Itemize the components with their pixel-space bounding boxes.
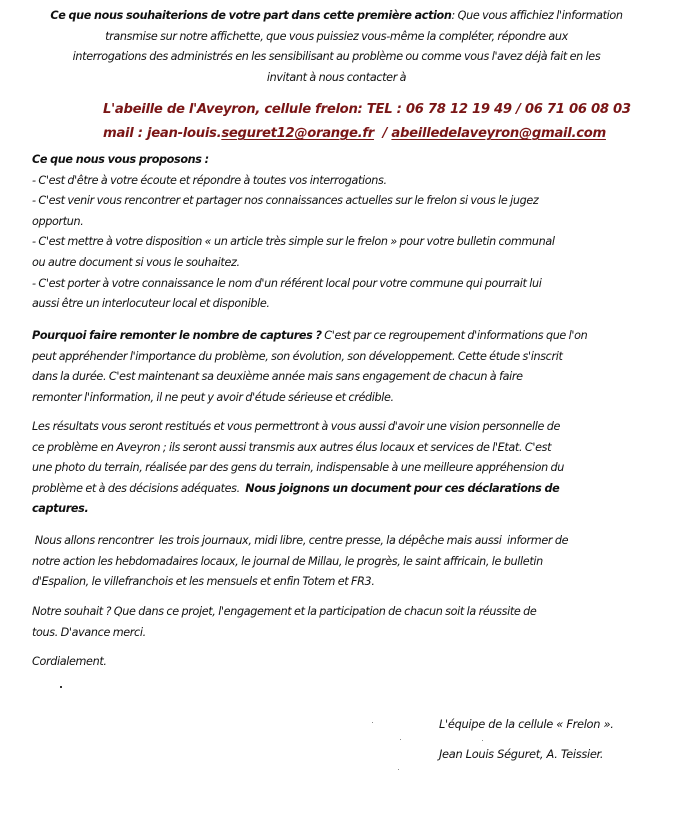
- why-line: remonter l'information, il ne peut y avoir d'étude sérieuse et crédible.: [32, 390, 394, 404]
- why-heading: Pourquoi faire remonter le nombre de captures ?: [32, 329, 322, 342]
- proposal-line: ou autre document si vous le souhaitez.: [32, 255, 240, 269]
- scan-speck: [372, 722, 373, 723]
- why-line: dans la durée. C'est maintenant sa deuxième année mais sans engagement de chacun à faire: [32, 370, 523, 384]
- intro-line: interrogations des administrés en les sensibilisant au problème ou comme vous l'avez déjà fait en les: [72, 50, 601, 64]
- contact-phone-line: L'abeille de l'Aveyron, cellule frelon: TEL : 06 78 12 19 49 / 06 71 06 08 03: [103, 102, 631, 117]
- press-line: Nous allons rencontrer les trois journaux, midi libre, centre presse, la dépêche mais aussi informer de: [32, 534, 569, 547]
- proposal-line: aussi être un interlocuteur local et disponible.: [32, 297, 270, 311]
- intro-line: transmise sur notre affichette, que vous puissiez vous-même la compléter, répondre aux: [105, 29, 568, 43]
- press-section: [32, 531, 568, 593]
- intro-line: Ce que nous souhaiterions de votre part dans cette première action: Que vous affichiez l'information: [50, 9, 623, 22]
- results-line: problème et à des décisions adéquates. Nous joignons un document pour ces déclarations de: [32, 481, 560, 495]
- contact-mail-line: [103, 122, 631, 146]
- closing: Cordialement.: [32, 655, 107, 668]
- proposal-line: - C'est porter à votre connaissance le nom d'un référent local pour votre commune qui pourrait lui: [32, 276, 542, 290]
- email-link-orange[interactable]: seguret12@orange.fr: [221, 126, 375, 141]
- email-separator: /: [374, 126, 392, 141]
- signature-names: Jean Louis Séguret, A. Teissier.: [439, 747, 604, 761]
- results-line: une photo du terrain, réalisée par des gens du terrain, indispensable à une meilleure appréhension du: [32, 461, 565, 475]
- results-line: ce problème en Aveyron ; ils seront aussi transmis aux autres élus locaux et services de l'Etat. C'est: [32, 440, 552, 454]
- proposal-line: - C'est mettre à votre disposition « un article très simple sur le frelon » pour votre bulletin communal: [32, 235, 555, 249]
- results-line: captures.: [32, 502, 89, 516]
- mail-label: mail : jean-louis.: [103, 126, 222, 141]
- email-link-gmail[interactable]: abeilledelaveyron@gmail.com: [391, 126, 606, 141]
- stray-dot: [60, 686, 62, 688]
- why-first-line: Pourquoi faire remonter le nombre de captures ? C'est par ce regroupement d'informations que l'on: [32, 329, 588, 342]
- attached-document-note: Nous joignons un document pour ces déclarations de: [245, 481, 560, 495]
- proposal-line: opportun.: [32, 214, 84, 228]
- proposal-line: - C'est d'être à votre écoute et répondre à toutes vos interrogations.: [32, 173, 387, 187]
- wish-section: [32, 602, 536, 643]
- intro-paragraph: [0, 6, 673, 88]
- proposals-section: [32, 150, 555, 315]
- scan-speck: [400, 739, 401, 740]
- proposal-line: - C'est venir vous rencontrer et partager nos connaissances actuelles sur le frelon si vous le jugez: [32, 194, 539, 208]
- signature-team: L'équipe de la cellule « Frelon ».: [439, 717, 614, 731]
- why-section: [32, 326, 587, 408]
- wish-line: tous. D'avance merci.: [32, 625, 146, 639]
- results-line: Les résultats vous seront restitués et vous permettront à vous aussi d'avoir une vision personnelle de: [32, 420, 561, 433]
- press-line: d'Espalion, le villefranchois et les mensuels et enfin Totem et FR3.: [32, 575, 375, 589]
- results-section: [32, 417, 564, 520]
- press-line: notre action les hebdomadaires locaux, le journal de Millau, le progrès, le saint affricain, le bulletin: [32, 554, 543, 568]
- proposals-heading: Ce que nous vous proposons :: [32, 153, 209, 166]
- contact-block: [103, 98, 631, 146]
- scan-speck: [482, 740, 483, 741]
- intro-heading: Ce que nous souhaiterions de votre part dans cette première action: [50, 9, 452, 22]
- intro-line: invitant à nous contacter à: [266, 70, 407, 84]
- wish-line: Notre souhait ? Que dans ce projet, l'engagement et la participation de chacun soit la réussite de: [32, 605, 537, 618]
- scan-speck: [398, 769, 399, 770]
- why-line: peut appréhender l'importance du problème, son évolution, son développement. Cette étude s'inscrit: [32, 349, 563, 363]
